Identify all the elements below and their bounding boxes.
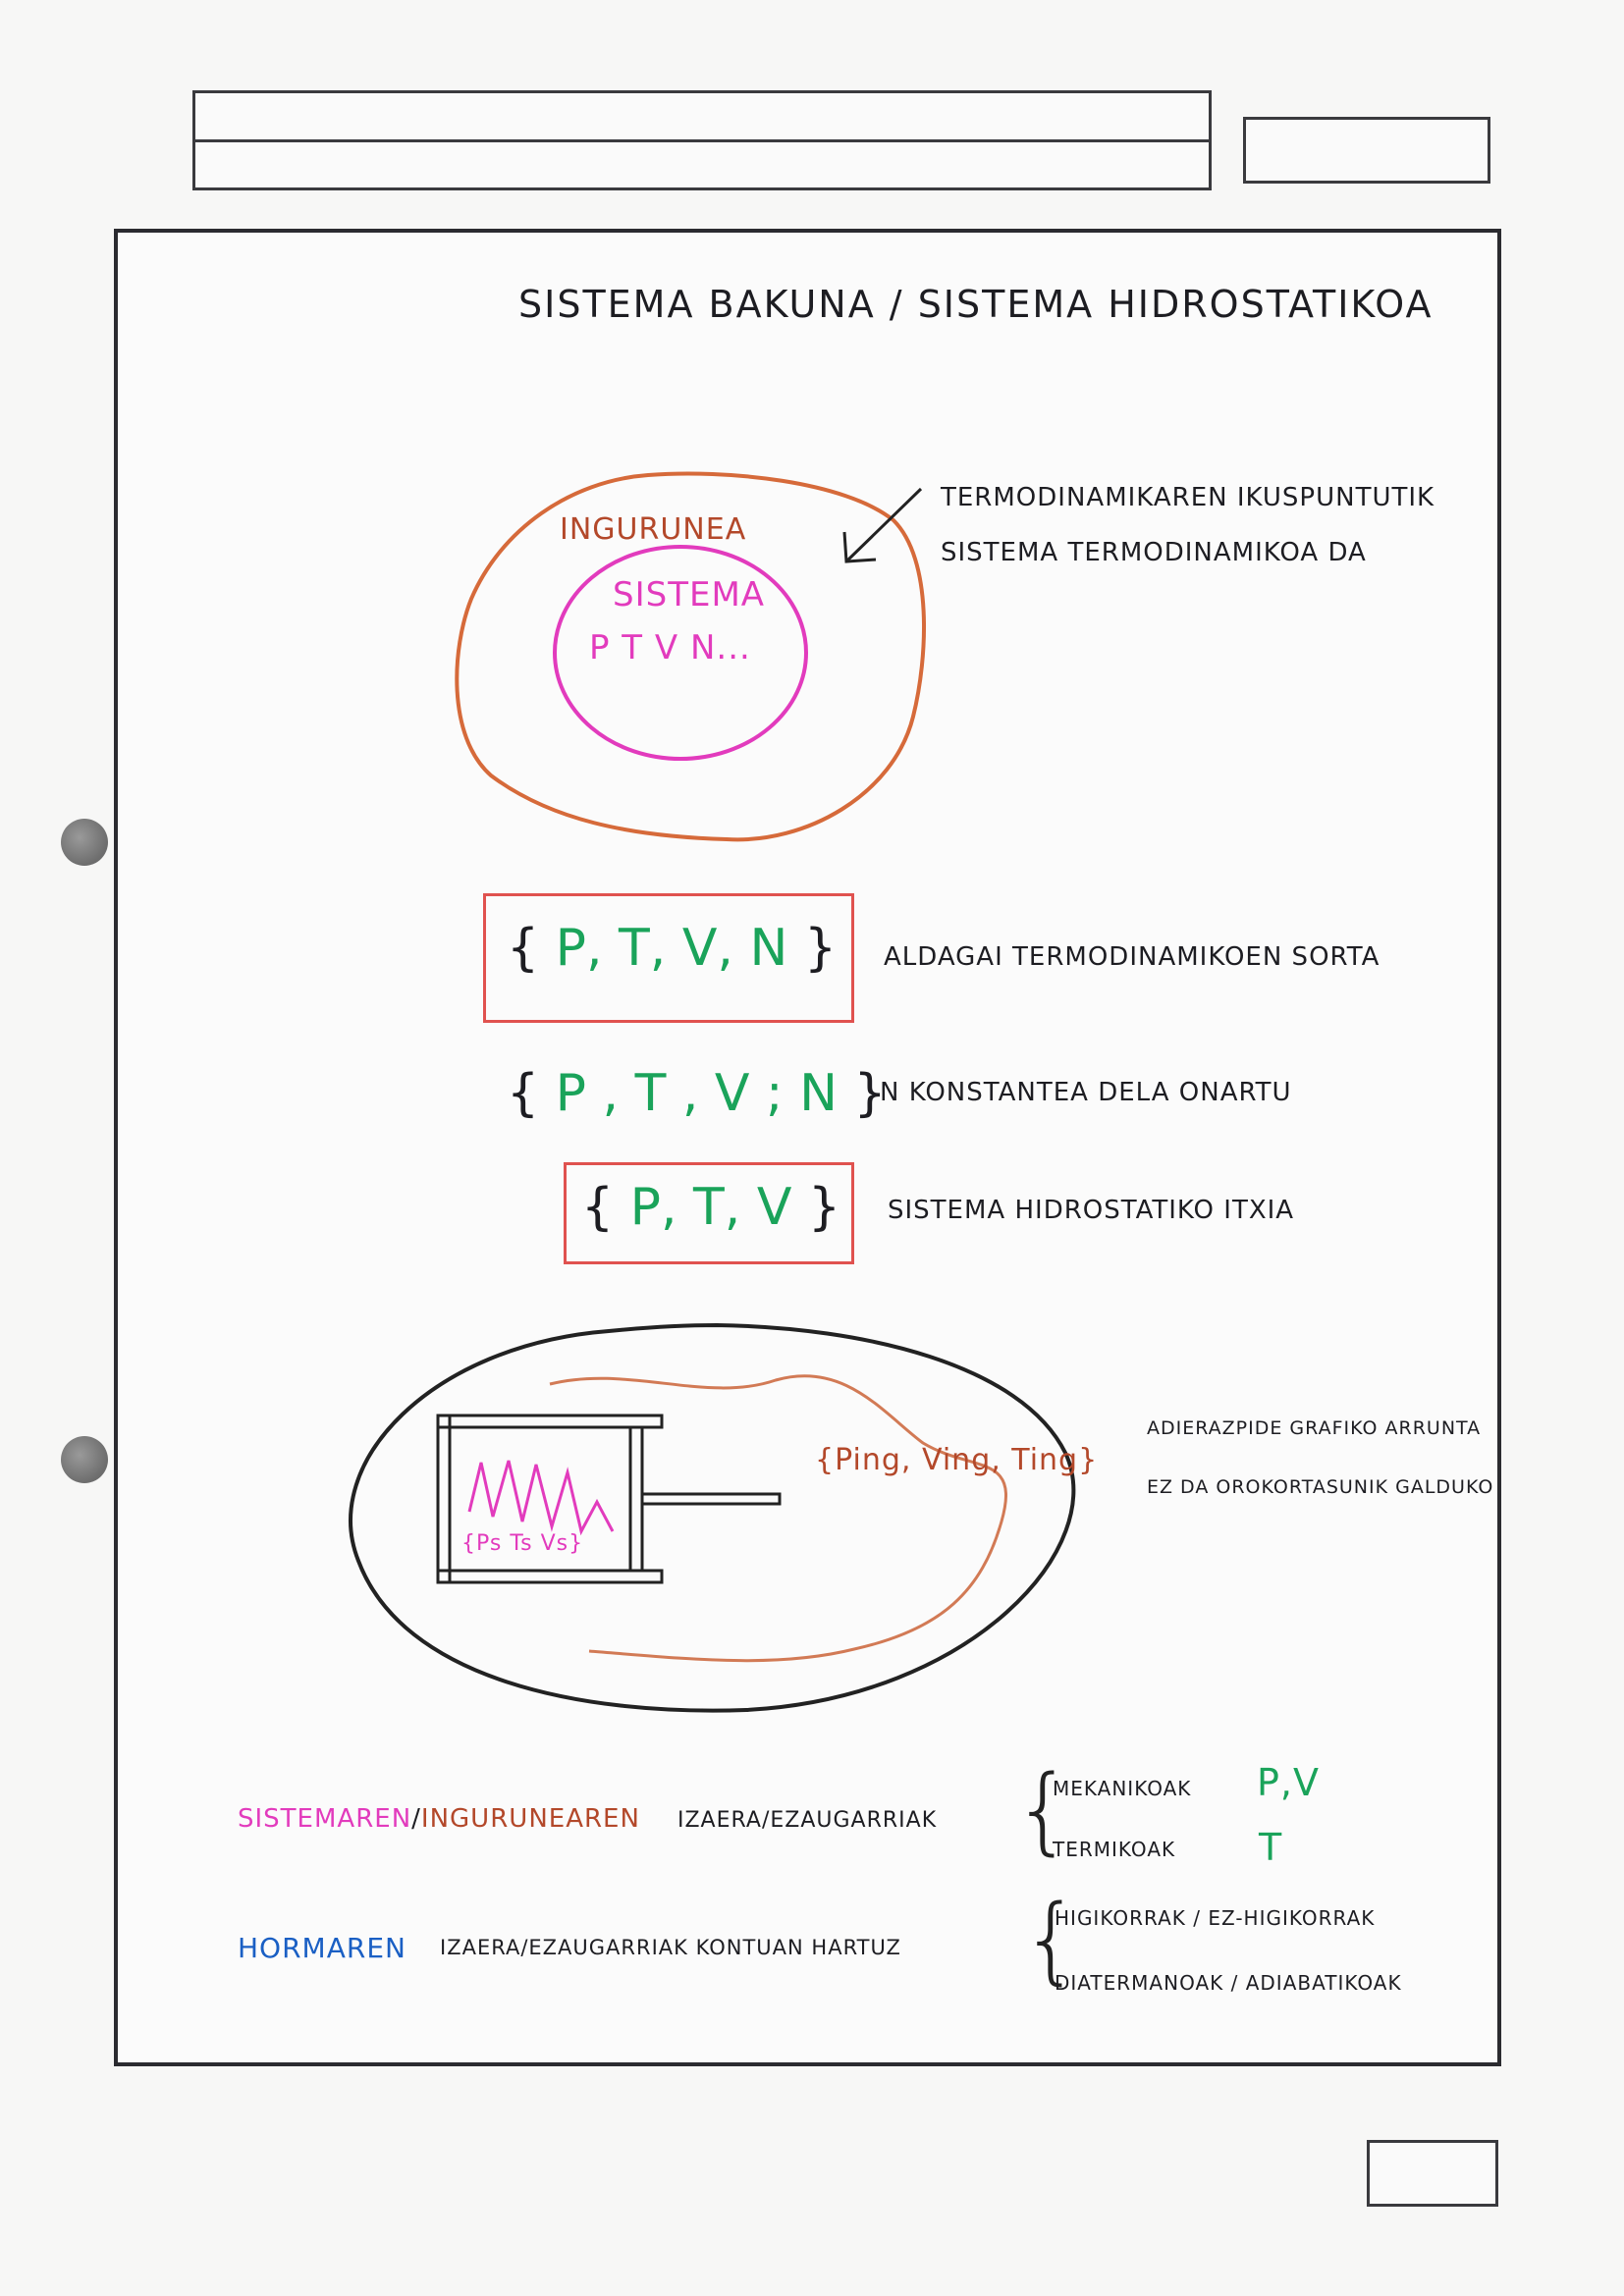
graphic-caption-line-1: ADIERAZPIDE GRAFIKO ARRUNTA: [1147, 1417, 1482, 1439]
system-variables: P T V N...: [589, 628, 751, 667]
variable-set-2-caption: N KONSTANTEA DELA ONARTU: [880, 1078, 1292, 1107]
page-number-box: [1367, 2140, 1498, 2207]
brace-open: {: [581, 1178, 615, 1237]
walls-option-2: DIATERMANOAK / ADIABATIKOAK: [1055, 1971, 1402, 1995]
properties-row: [238, 1804, 640, 1834]
properties-brace: {: [1013, 1755, 1074, 1865]
piston-cylinder-diagram: [334, 1306, 1100, 1737]
piston-head: [630, 1427, 642, 1571]
set-variables: P , T , V ; N: [555, 1064, 838, 1123]
annotation-line-1: TERMODINAMIKAREN IKUSPUNTUTIK: [941, 483, 1435, 512]
walls-brace: {: [1021, 1885, 1082, 1995]
surroundings-curve: [550, 1376, 1006, 1661]
mechanical-variables: P,V: [1257, 1761, 1320, 1804]
header-subject-field: [192, 139, 1212, 190]
punch-hole-top: [61, 819, 108, 866]
walls-option-1: HIGIKORRAK / EZ-HIGIKORRAK: [1055, 1906, 1376, 1930]
annotation-line-2: SISTEMA TERMODINAMIKOA DA: [941, 538, 1367, 567]
sistemaren-label: SISTEMAREN: [238, 1804, 412, 1834]
cylinder-wall: [438, 1415, 450, 1582]
variable-set-3-caption: SISTEMA HIDROSTATIKO ITXIA: [888, 1196, 1295, 1225]
brace-open: {: [507, 919, 540, 978]
variable-set-2: [507, 1064, 887, 1123]
brace-open: {: [507, 1064, 540, 1123]
ingurunearen-label: INGURUNEAREN: [420, 1804, 640, 1834]
graphic-caption-line-2: EZ DA OROKORTASUNIK GALDUKO: [1147, 1476, 1494, 1498]
header-name-field: [192, 90, 1212, 142]
surroundings-label: INGURUNEA: [560, 512, 747, 547]
system-label: SISTEMA: [613, 575, 766, 614]
mechanical-label: MEKANIKOAK: [1053, 1777, 1192, 1800]
brace-close: }: [803, 919, 838, 978]
slash: /: [411, 1804, 421, 1834]
annotation-arrow: [835, 481, 933, 579]
system-scribble: [469, 1461, 613, 1531]
surroundings-state-variables: {Ping, Ving, Ting}: [815, 1443, 1099, 1477]
walls-text: IZAERA/EZAUGARRIAK KONTUAN HARTUZ: [440, 1936, 901, 1959]
piston-rod: [642, 1494, 780, 1504]
header-date-field: [1243, 117, 1490, 184]
page-title: SISTEMA BAKUNA / SISTEMA HIDROSTATIKOA: [518, 283, 1434, 326]
variable-set-1: [507, 919, 837, 978]
set-variables: P, T, V, N: [555, 919, 788, 978]
thermal-label: TERMIKOAK: [1053, 1838, 1176, 1861]
hormaren-label: HORMAREN: [238, 1932, 406, 1964]
punch-hole-bottom: [61, 1436, 108, 1483]
cylinder-wall: [438, 1571, 662, 1582]
properties-text: IZAERA/EZAUGARRIAK: [677, 1808, 938, 1833]
brace-close: }: [807, 1178, 841, 1237]
cylinder-wall: [438, 1415, 662, 1427]
thermal-variables: T: [1259, 1826, 1283, 1869]
system-state-variables: {Ps Ts Vs}: [461, 1531, 584, 1556]
set-variables: P, T, V: [629, 1178, 792, 1237]
variable-set-3: [581, 1178, 840, 1237]
brace-close: }: [853, 1064, 887, 1123]
outer-boundary: [351, 1325, 1073, 1711]
variable-set-1-caption: ALDAGAI TERMODINAMIKOEN SORTA: [884, 942, 1380, 972]
